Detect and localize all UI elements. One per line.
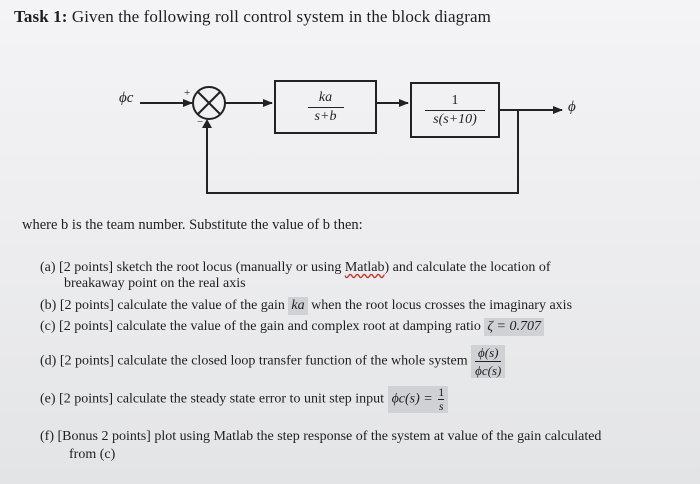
summing-junction — [193, 87, 225, 119]
item-a-marker: (a) — [40, 260, 56, 275]
input-symbol: ϕc — [119, 90, 134, 106]
controller-block — [274, 80, 377, 134]
item-c-text-1: [2 points] calculate the value of the gain and complex root at damping ratio — [59, 319, 481, 334]
plant-denominator: s(s+10) — [433, 111, 477, 127]
item-b-text-1: [2 points] calculate the value of the gain — [59, 298, 285, 313]
item-f-line2: from (c) — [69, 447, 116, 462]
item-d-text-1: [2 points] calculate the closed loop transfer function of the whole system — [59, 353, 468, 369]
item-a-text-1: [2 points] sketch the root locus (manually or using — [59, 260, 345, 275]
plant-block — [410, 82, 500, 138]
item-f-text-1: [Bonus 2 points] plot using Matlab the step response of the system at value of the gain calculated — [57, 429, 602, 444]
item-b-text-2: when the root locus crosses the imaginary axis — [311, 298, 573, 313]
item-e-input-fraction — [438, 386, 444, 413]
item-a-line2: breakaway point on the real axis — [64, 276, 246, 291]
item-a-matlab: Matlab — [344, 260, 385, 275]
intro-text: where b is the team number. Substitute the value of b then: — [22, 217, 363, 233]
item-c-marker: (c) — [40, 319, 56, 334]
item-e-text-1: [2 points] calculate the steady state error to unit step input — [59, 391, 385, 407]
item-d-tf-denominator: ϕc(s) — [475, 363, 502, 378]
item-e-input-numerator: 1 — [438, 385, 445, 399]
output-symbol: ϕ — [568, 99, 576, 115]
task-text: Given the following roll control system in the block diagram — [71, 7, 491, 26]
summing-minus-sign: − — [197, 116, 204, 128]
plant-fraction-bar — [425, 110, 485, 111]
item-e-marker: (e) — [40, 391, 56, 407]
summing-plus-sign: + — [184, 87, 191, 99]
item-b-gain: ka — [288, 297, 307, 315]
controller-denominator: s+b — [314, 108, 337, 124]
item-b — [40, 297, 680, 315]
item-f-marker: (f) — [40, 429, 54, 444]
controller-numerator: ka — [318, 89, 333, 105]
item-d-tf-bar — [475, 361, 501, 362]
item-e-input-denominator: s — [438, 399, 444, 413]
controller-fraction-bar — [308, 107, 344, 108]
item-d — [40, 345, 690, 378]
item-e-input-lhs: ϕc(s) = — [391, 391, 433, 407]
item-f — [40, 428, 690, 446]
item-c — [40, 318, 690, 336]
item-e-input — [388, 386, 449, 413]
item-b-marker: (b) — [40, 298, 57, 313]
item-d-transfer-function — [471, 345, 505, 378]
task-label: Task 1: — [14, 7, 68, 26]
feedback-arrowhead — [202, 119, 212, 128]
item-c-zeta: ζ = 0.707 — [484, 318, 544, 336]
item-a-text-2: ) and calculate the location of — [384, 260, 551, 275]
item-e — [40, 386, 690, 413]
item-d-tf-numerator: ϕ(s) — [478, 345, 499, 360]
plant-numerator: 1 — [451, 92, 459, 108]
item-d-marker: (d) — [40, 353, 57, 369]
